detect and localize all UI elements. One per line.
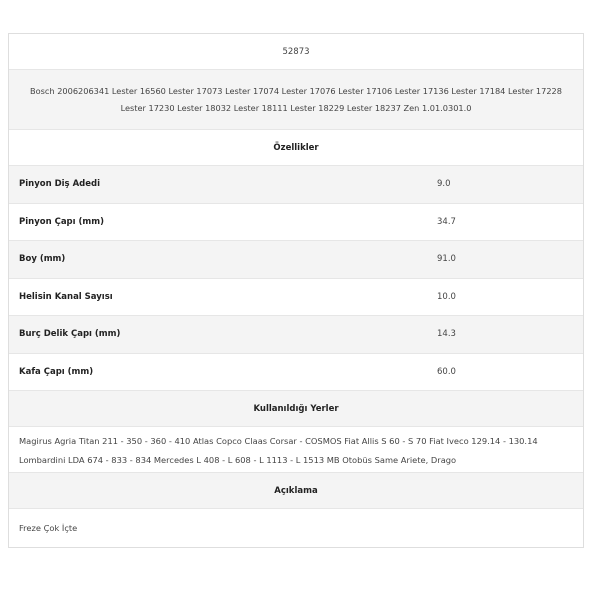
spec-label: Burç Delik Çapı (mm) (19, 329, 121, 340)
description-text: Freze Çok İçte (19, 523, 78, 533)
usage-heading: Kullanıldığı Yerler (253, 403, 339, 414)
product-code-row (9, 34, 583, 70)
spec-label: Boy (mm) (19, 254, 66, 265)
spec-value: 14.3 (437, 329, 456, 340)
compatibility-text: Bosch 2006206341 Lester 16560 Lester 17073 Lester 17074 Lester 17076 Lester 17106 Lester 17136 Lester 17184 Lester 17228 Lester 17230 Lester 18032 Lester 18111 Lester 18229 Lester 18237 Zen 1.01.0301.0 (30, 85, 562, 113)
product-spec-table (8, 33, 584, 548)
spec-row (9, 241, 583, 279)
spec-label: Kafa Çapı (mm) (19, 366, 94, 377)
description-heading: Açıklama (274, 485, 318, 496)
spec-row (9, 316, 583, 354)
spec-row (9, 166, 583, 204)
usage-heading-row (9, 391, 583, 427)
product-code: 52873 (282, 46, 310, 57)
compatibility-row (9, 70, 583, 130)
spec-label: Pinyon Çapı (mm) (19, 216, 104, 227)
spec-value: 9.0 (437, 179, 451, 190)
features-heading: Özellikler (273, 142, 319, 153)
spec-value: 91.0 (437, 254, 456, 265)
spec-value: 34.7 (437, 216, 456, 227)
spec-value: 10.0 (437, 291, 456, 302)
features-heading-row (9, 130, 583, 166)
spec-row (9, 354, 583, 392)
description-heading-row (9, 473, 583, 509)
spec-value: 60.0 (437, 366, 456, 377)
usage-row (9, 427, 583, 473)
spec-label: Helisin Kanal Sayısı (19, 291, 113, 302)
description-row (9, 509, 583, 547)
spec-label: Pinyon Diş Adedi (19, 179, 100, 190)
usage-text: Magirus Agria Titan 211 - 350 - 360 - 410 Atlas Copco Claas Corsar - COSMOS Fiat Allis S 60 - S 70 Fiat Iveco 129.14 - 130.14 Lombardini LDA 674 - 833 - 834 Mercedes L 408 - L 608 - L 1113 - L 1513 MB Otobüs Same Ariete, Drago (19, 436, 538, 465)
spec-row (9, 204, 583, 242)
spec-row (9, 279, 583, 317)
